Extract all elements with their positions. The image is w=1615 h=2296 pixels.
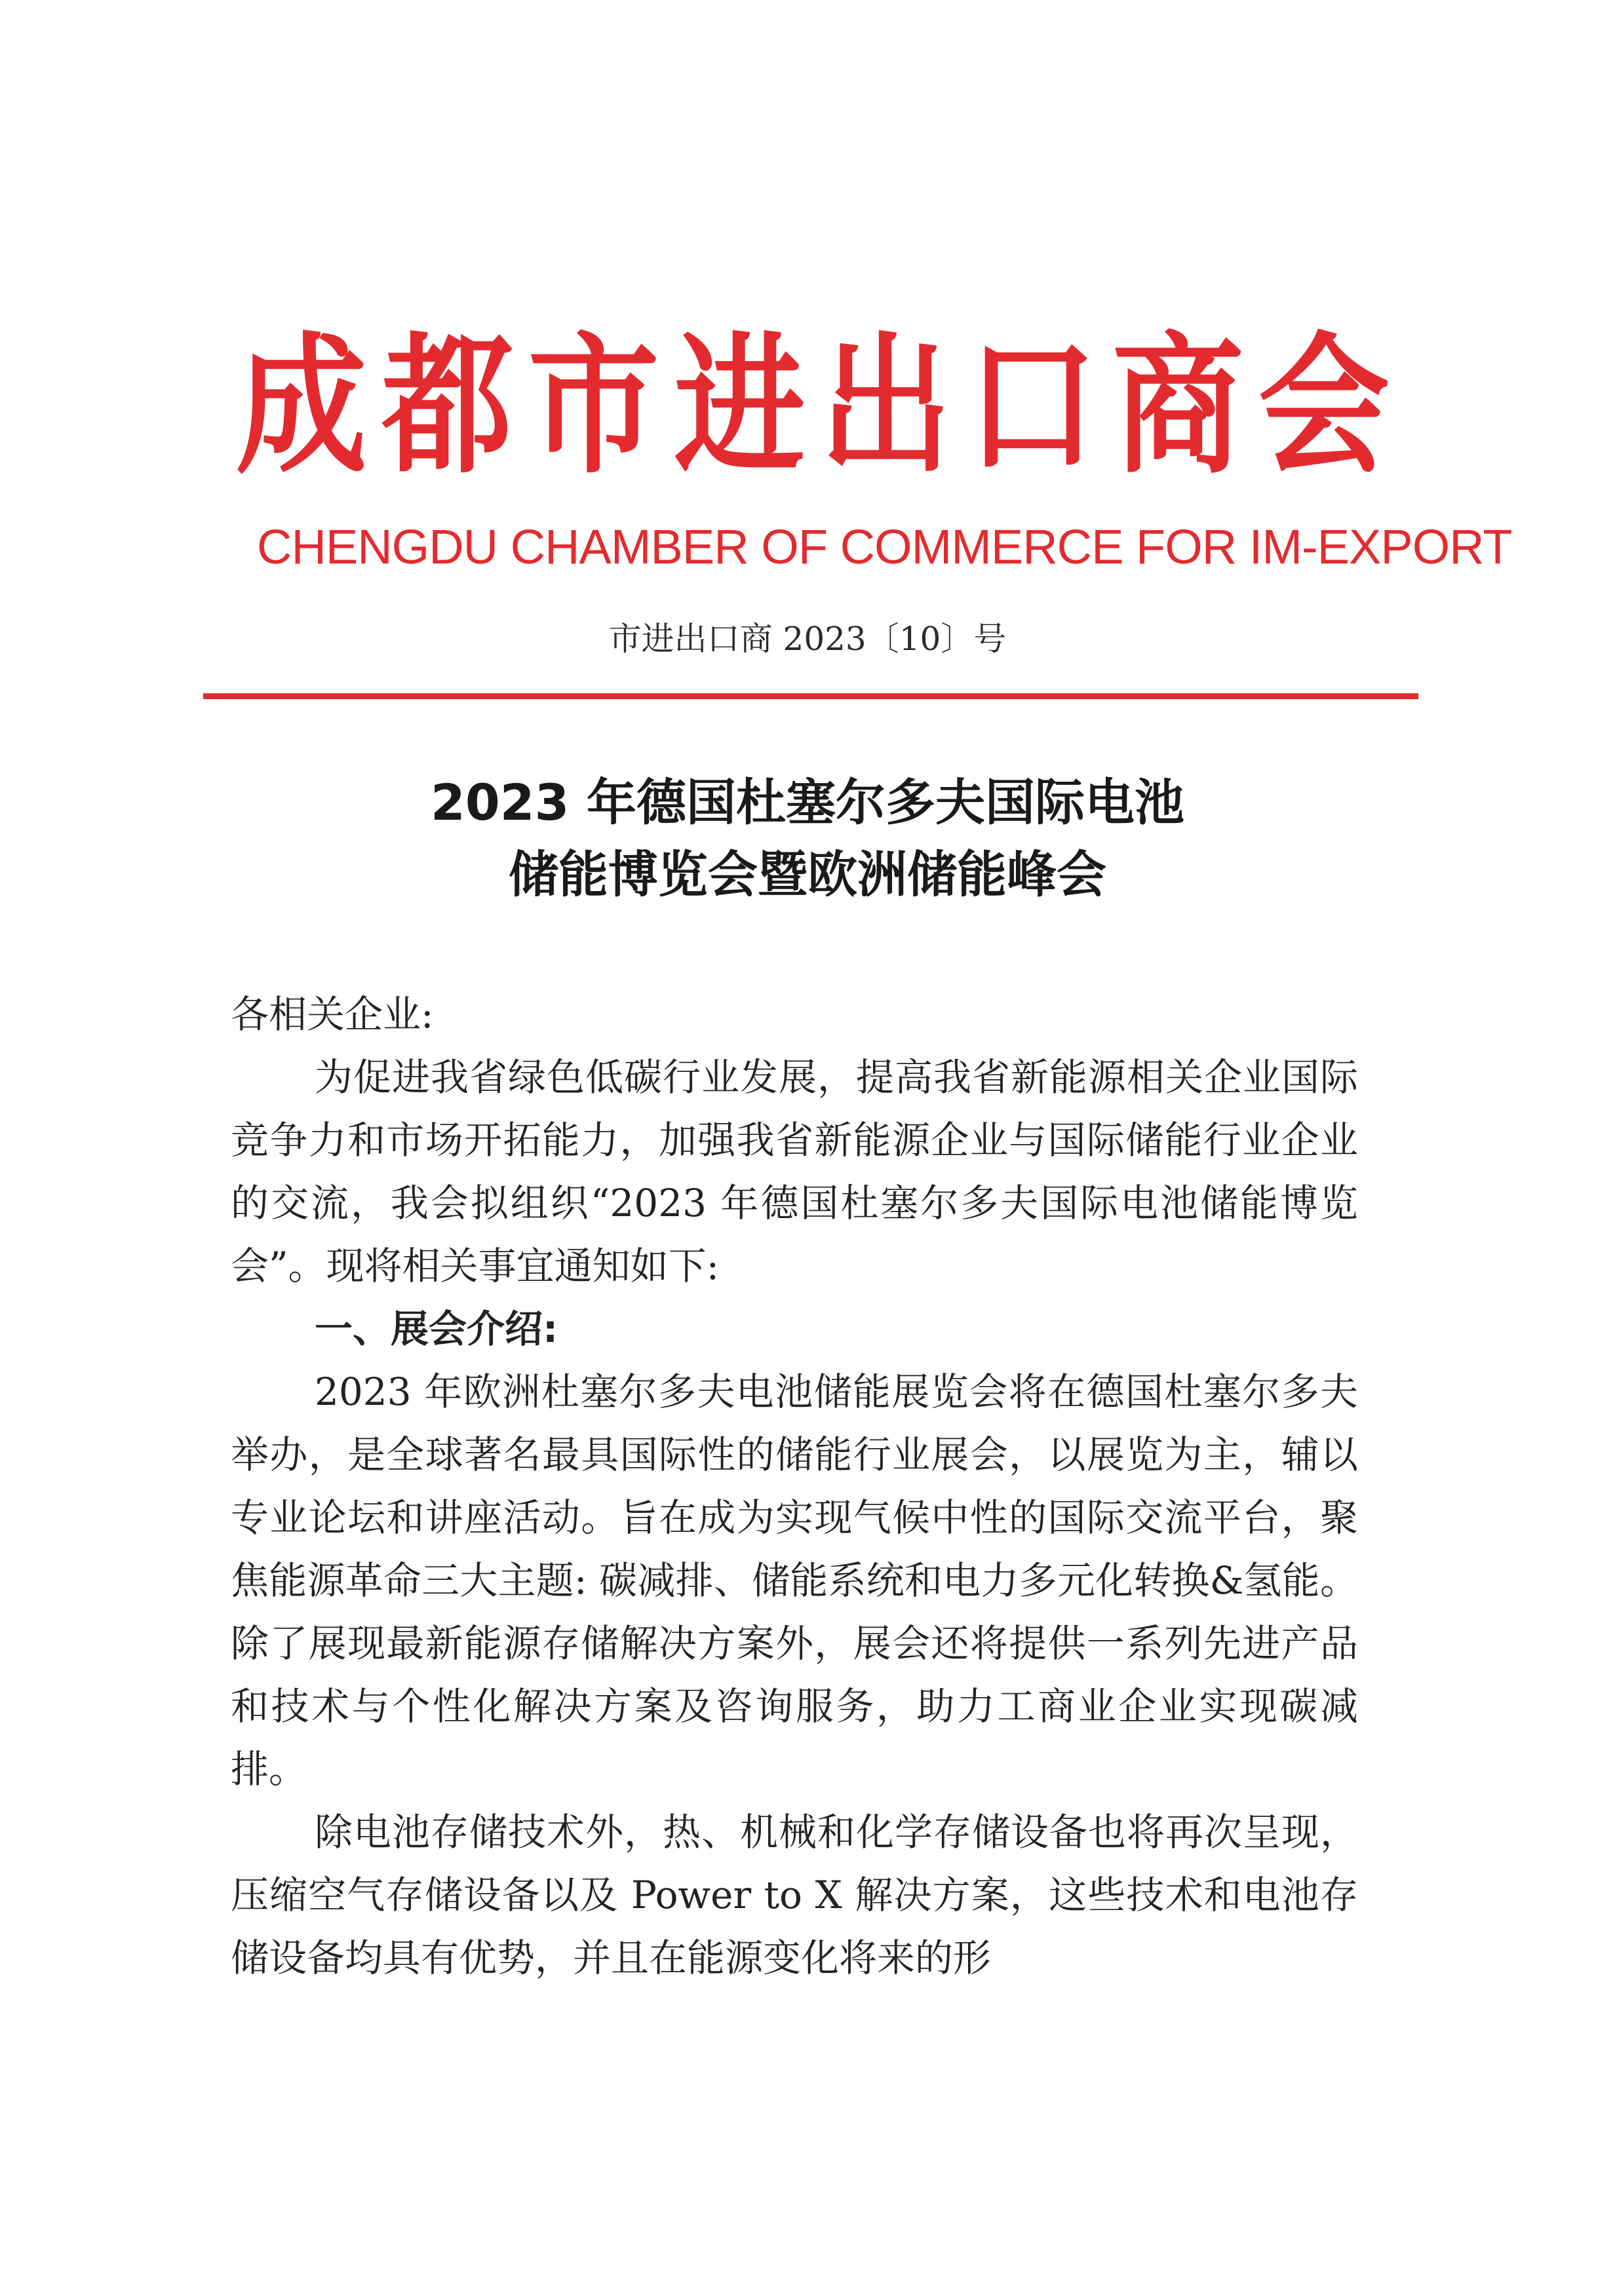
organization-name-cn bbox=[236, 308, 1390, 505]
org-name-char: 出 bbox=[820, 317, 952, 495]
document-body bbox=[231, 983, 1358, 1989]
document-number: 市进出口商 2023〔10〕号 bbox=[608, 620, 1007, 658]
org-name-char: 成 bbox=[236, 317, 368, 495]
org-name-char: 进 bbox=[674, 317, 806, 495]
section-heading: 一、展会介绍: bbox=[315, 1307, 558, 1351]
org-name-char: 会 bbox=[1258, 317, 1390, 495]
body-paragraph: 2023 年欧洲杜塞尔多夫电池储能展览会将在德国杜塞尔多夫举办，是全球著名最具国际性的储能行业展会，以展览为主，辅以专业论坛和讲座活动。旨在成为实现气候中性的国际交流平台，聚焦能源革命三大主题: 碳减排、储能系统和电力多元化转换&氢能。除了展现最新能源存储解决方案外，展会还将提供一系列先进产品和技术与个性化解决方案及咨询服务，助力工商业企业实现碳减排。 bbox=[231, 1369, 1358, 1791]
document-title-line: 2023 年德国杜塞尔多夫国际电池 bbox=[431, 773, 1184, 832]
document-title bbox=[0, 767, 1615, 911]
intro-paragraph: 为促进我省绿色低碳行业发展，提高我省新能源相关企业国际竞争力和市场开拓能力，加强我省新能源企业与国际储能行业企业的交流，我会拟组织“2023 年德国杜塞尔多夫国际电池储能博览会”。现将相关事宜通知如下: bbox=[231, 1055, 1358, 1288]
organization-name-en: CHENGDU CHAMBER OF COMMERCE FOR IM-EXPORT bbox=[257, 520, 1512, 574]
salutation: 各相关企业: bbox=[231, 992, 434, 1037]
org-name-char: 都 bbox=[381, 317, 513, 495]
header-divider bbox=[203, 693, 1418, 699]
org-name-char: 口 bbox=[966, 317, 1098, 495]
org-name-char: 市 bbox=[528, 317, 659, 495]
body-paragraph: 除电池存储技术外，热、机械和化学存储设备也将再次呈现，压缩空气存储设备以及 Power to X 解决方案，这些技术和电池存储设备均具有优势，并且在能源变化将来的形 bbox=[231, 1810, 1358, 1980]
document-title-line: 储能博览会暨欧洲储能峰会 bbox=[509, 845, 1106, 904]
org-name-char: 商 bbox=[1112, 317, 1244, 495]
